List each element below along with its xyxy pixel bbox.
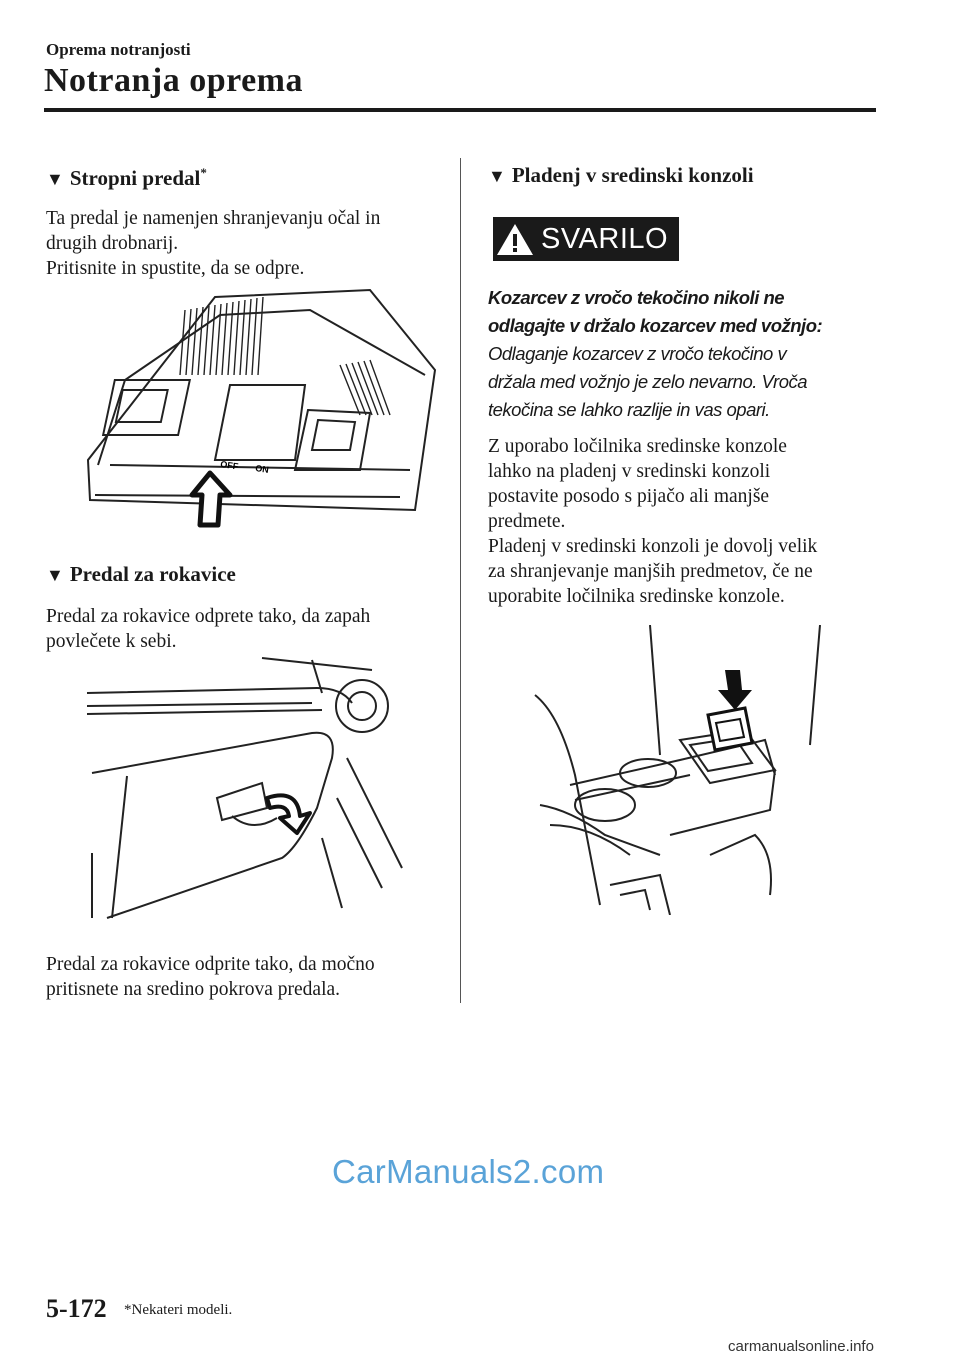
site-watermark: carmanualsonline.info <box>728 1338 874 1355</box>
press-arrow-icon <box>192 473 230 525</box>
footnote: *Nekateri modeli. <box>124 1302 233 1318</box>
overhead-console-illustration <box>70 285 440 530</box>
watermark: CarManuals2.com <box>332 1153 605 1190</box>
pull-arrow-icon <box>267 795 310 833</box>
triangle-down-icon: ▼ <box>488 166 506 186</box>
section-heading-glove-box: ▼ Predal za rokavice <box>46 562 236 586</box>
section-heading-center-console-tray: ▼ Pladenj v sredinski konzoli <box>488 163 754 187</box>
insert-arrow-icon <box>718 670 752 710</box>
triangle-down-icon: ▼ <box>46 169 64 189</box>
page-number: 5-172 <box>46 1294 107 1323</box>
glove-box-close-text: Predal za rokavice odprite tako, da močno pritisnete na sredino pokrova predala. <box>46 954 375 1000</box>
center-console-text: Z uporabo ločilnika sredinske konzole lahko na pladenj v sredinski konzoli postavite posodo s pijačo ali manjše predmete. Pladenj v sredinski konzoli je dovolj velik za shranjevanje manjših predmetov, če ne uporabite ločilnika sredinske konzole. <box>488 436 818 607</box>
overhead-console-text: Ta predal je namenjen shranjevanju očal in drugih drobnarij. Pritisnite in spustite, da se odpre. <box>46 208 381 279</box>
section-heading-overhead-console: ▼ Stropni predal* <box>46 165 207 190</box>
illus-label-on: ON <box>254 463 270 475</box>
warning-label: SVARILO <box>541 222 669 255</box>
section-label: Oprema notranjosti <box>46 40 191 59</box>
glove-box-text: Predal za rokavice odprete tako, da zapah povlečete k sebi. <box>46 606 371 652</box>
column-divider <box>460 158 461 1003</box>
warning-triangle-icon <box>493 219 537 259</box>
chapter-title: Notranja oprema <box>44 62 303 99</box>
center-console-illustration <box>530 625 830 915</box>
footnote-marker: * <box>200 165 207 180</box>
warning-badge <box>493 217 679 261</box>
header-rule <box>44 108 876 112</box>
warning-text: Kozarcev z vročo tekočino nikoli ne odlagajte v držalo kozarcev med vožnjo: Odlaganje kozarcev z vročo tekočino v držala med vožnjo je zelo nevarno. Vroča tekočina se lahko razlije in vas opari. <box>488 287 823 420</box>
illus-label-off: OFF <box>219 459 239 472</box>
divider-part-icon <box>708 708 752 750</box>
triangle-down-icon: ▼ <box>46 565 64 585</box>
glove-box-illustration <box>82 648 422 920</box>
